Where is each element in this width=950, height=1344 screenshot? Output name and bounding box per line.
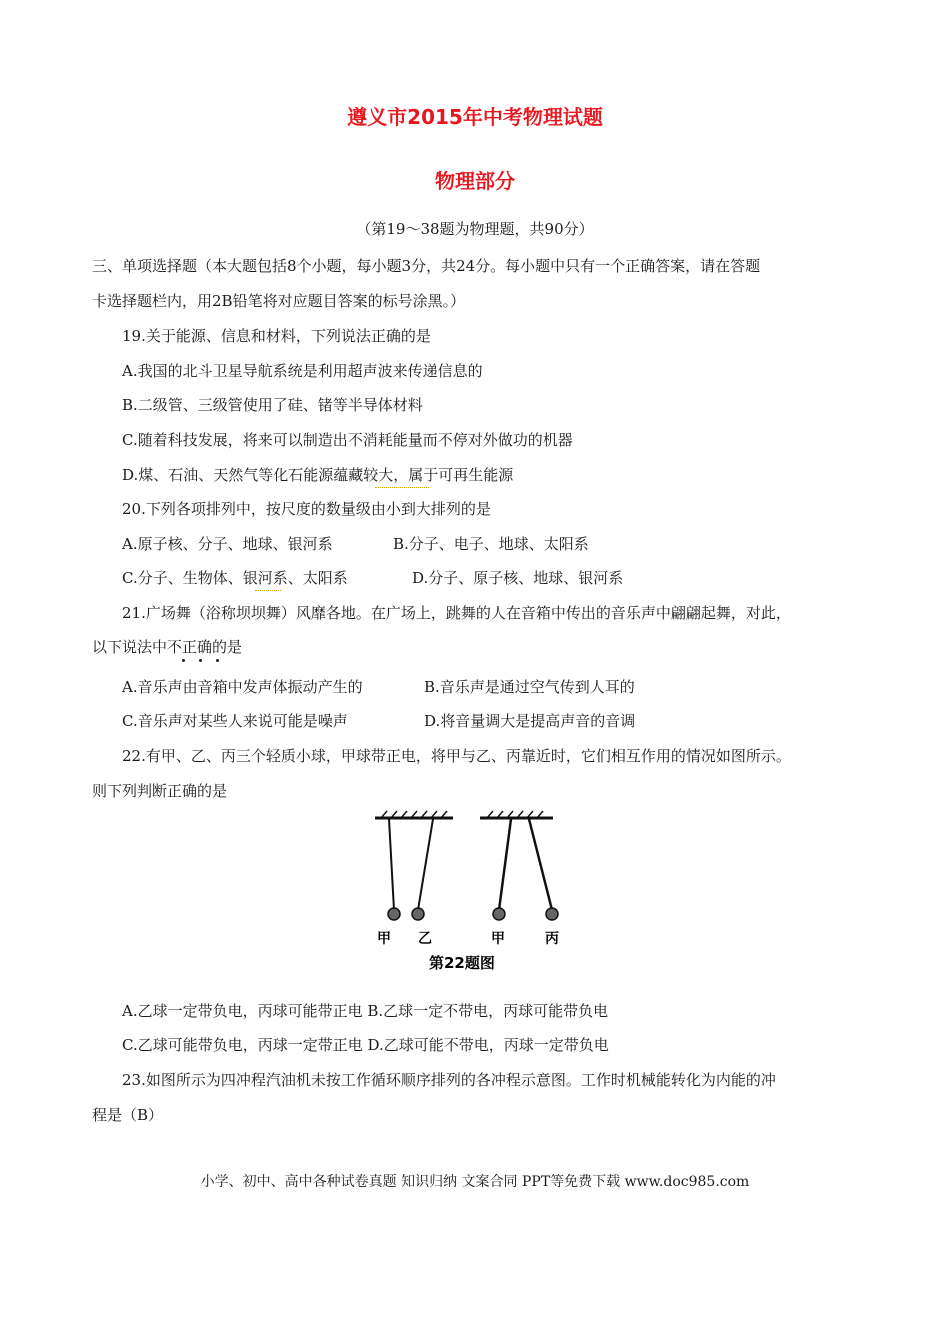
section-subtitle: 物理部分 [435, 169, 515, 193]
q21-option-c: C.音乐声对某些人来说可能是噪声 [122, 712, 348, 730]
spellcheck-underline [255, 587, 281, 591]
page-footer: 小学、初中、高中各种试卷真题 知识归纳 文案合同 PPT等免费下载 www.doc985.com [200, 1174, 750, 1190]
q21-option-a: A.音乐声由音箱中发声体振动产生的 [122, 678, 363, 696]
q22-stem-line2: 则下列判断正确的是 [92, 782, 228, 800]
section-instructions-line1: 三、单项选择题（本大题包括8个小题，每小题3分，共24分。每小题中只有一个正确答案，请在答题 [92, 257, 761, 275]
q20-option-c: C.分子、生物体、银河系、太阳系 [122, 569, 348, 587]
ball-bing [546, 908, 558, 920]
label-yi: 乙 [418, 931, 432, 947]
section-instructions-line2: 卡选择题栏内，用2B铅笔将对应题目答案的标号涂黑。） [92, 292, 466, 310]
string-right-jia [499, 819, 511, 910]
q19-option-d: D.煤、石油、天然气等化石能源蕴藏较大，属于可再生能源 [122, 466, 514, 484]
q22-stem-line1: 22.有甲、乙、丙三个轻质小球，甲球带正电，将甲与乙、丙靠近时，它们相互作用的情况如图所示。 [122, 747, 791, 765]
q23-stem-line2: 程是（B） [92, 1106, 164, 1124]
q20-stem: 20.下列各项排列中，按尺度的数量级由小到大排列的是 [122, 500, 491, 518]
q19-option-b: B.二级管、三级管使用了硅、锗等半导体材料 [122, 396, 423, 414]
q20-option-b: B.分子、电子、地球、太阳系 [393, 535, 589, 553]
q21-option-d: D.将音量调大是提高声音的音调 [424, 712, 636, 730]
label-jia-right: 甲 [491, 931, 505, 947]
scope-note: （第19～38题为物理题，共90分） [356, 220, 594, 238]
q21-stem-line1: 21.广场舞（浴称坝坝舞）风靡各地。在广场上，跳舞的人在音箱中传出的音乐声中翩翩起舞，对此， [122, 604, 791, 622]
string-yi [418, 819, 433, 910]
q21-stem-line2: 以下说法中不正确的是 [92, 638, 243, 656]
ball-jia-right [493, 908, 505, 920]
q19-option-c: C.随着科技发展，将来可以制造出不消耗能量而不停对外做功的机器 [122, 431, 573, 449]
q21-option-b: B.音乐声是通过空气传到人耳的 [424, 678, 635, 696]
string-left-jia [389, 819, 394, 910]
q22-options-cd: C.乙球可能带负电，丙球一定带正电 D.乙球可能不带电，丙球一定带负电 [122, 1036, 609, 1054]
ball-yi [412, 908, 424, 920]
q22-pendulum-figure [365, 810, 575, 975]
label-bing: 丙 [545, 931, 559, 947]
page-title: 遵义市2015年中考物理试题 [347, 105, 603, 129]
emphasis-dot [182, 659, 185, 662]
q22-options-ab: A.乙球一定带负电，丙球可能带正电 B.乙球一定不带电，丙球可能带负电 [122, 1002, 609, 1020]
figure-caption: 第22题图 [429, 954, 495, 972]
label-jia-left: 甲 [377, 931, 391, 947]
q20-option-a: A.原子核、分子、地球、银河系 [122, 535, 333, 553]
q20-option-d: D.分子、原子核、地球、银河系 [412, 569, 624, 587]
emphasis-dot [199, 659, 202, 662]
emphasis-dot [216, 659, 219, 662]
spellcheck-underline [375, 484, 429, 488]
q23-stem-line1: 23.如图所示为四冲程汽油机未按工作循环顺序排列的各冲程示意图。工作时机械能转化为内能的冲 [122, 1071, 776, 1089]
q19-stem: 19.关于能源、信息和材料，下列说法正确的是 [122, 327, 431, 345]
q19-option-a: A.我国的北斗卫星导航系统是利用超声波来传递信息的 [122, 362, 483, 380]
ball-jia-left [388, 908, 400, 920]
string-bing [529, 819, 552, 910]
